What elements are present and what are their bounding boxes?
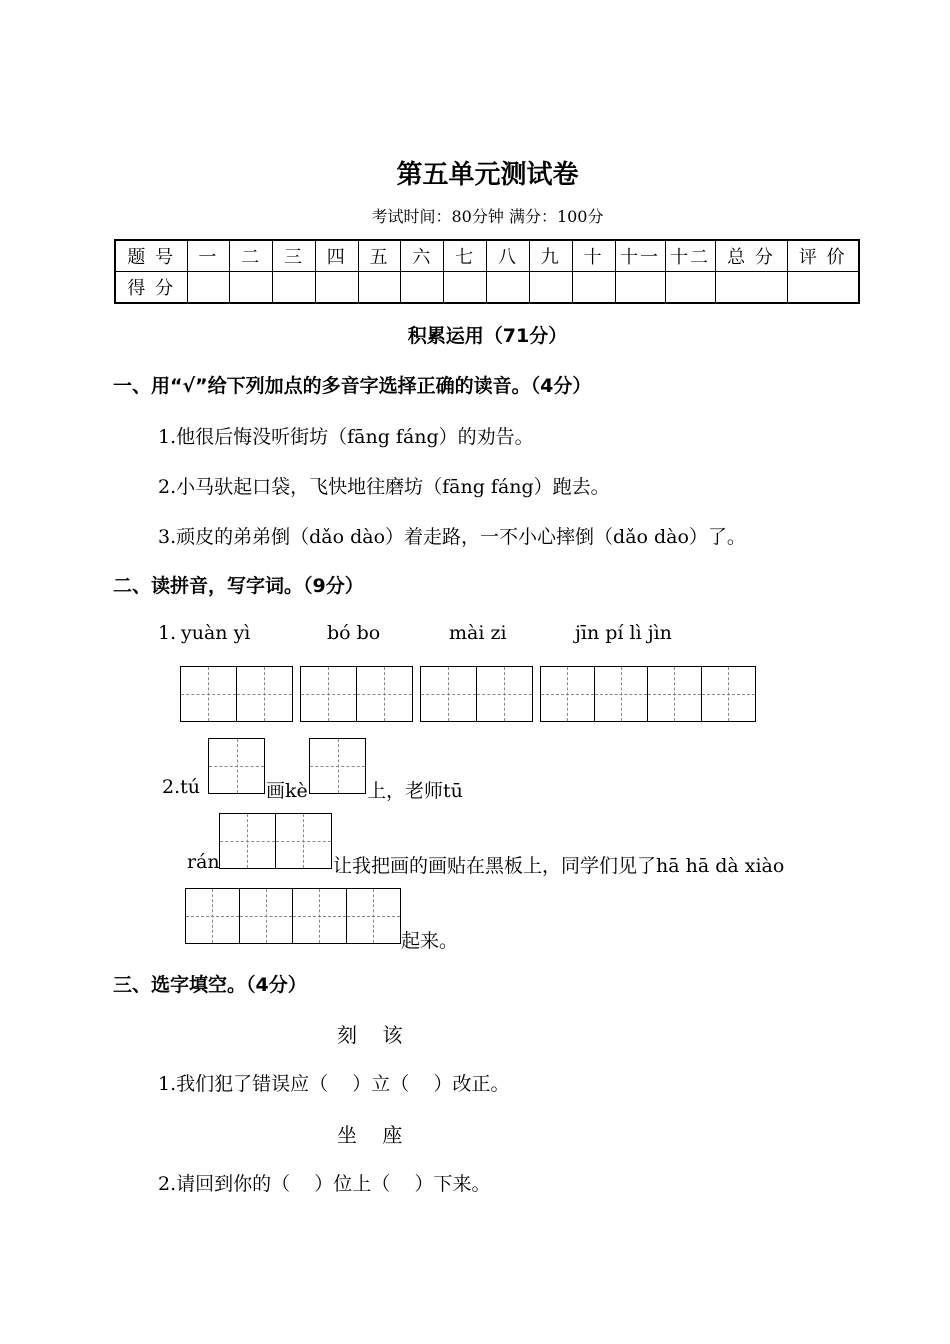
question-2-2-b: 画kè — [266, 780, 308, 802]
table-cell: 三 — [273, 240, 316, 272]
writing-grid[interactable] — [300, 666, 413, 722]
score-input-cell[interactable] — [315, 272, 358, 304]
table-cell: 七 — [444, 240, 487, 272]
section-3-title: 三、选字填空。（4分） — [113, 974, 307, 996]
question-2-2-e: 让我把画的画贴在黑板上，同学们见了hā hā dà xiào — [333, 855, 785, 877]
question-1-1: 1.他很后悔没听街坊（fāng fáng）的劝告。 — [158, 426, 534, 448]
score-table-header-row — [115, 240, 859, 272]
question-2-2-f: 起来。 — [401, 930, 459, 952]
pinyin-word: mài zi — [449, 622, 507, 644]
writing-grid[interactable] — [540, 666, 756, 722]
score-input-cell[interactable] — [444, 272, 487, 304]
pinyin-word: jīn pí lì jìn — [575, 622, 672, 644]
question-3-1: 1.我们犯了错误应（ ）立（ ）改正。 — [158, 1073, 510, 1095]
writing-grid[interactable] — [185, 888, 401, 944]
choice-options-2: 坐 座 — [337, 1123, 403, 1147]
score-input-cell[interactable] — [187, 272, 230, 304]
table-cell: 得 分 — [115, 272, 187, 304]
table-cell: 评 价 — [787, 240, 859, 272]
question-2-2-d: rán — [187, 851, 220, 873]
score-input-cell[interactable] — [358, 272, 401, 304]
score-input-cell[interactable] — [787, 272, 859, 304]
table-cell: 十二 — [665, 240, 715, 272]
table-cell: 十 — [572, 240, 615, 272]
table-cell: 六 — [401, 240, 444, 272]
table-cell: 总 分 — [715, 240, 787, 272]
writing-grid[interactable] — [309, 738, 366, 794]
question-3-2: 2.请回到你的（ ）位上（ ）下来。 — [158, 1173, 491, 1195]
table-cell: 九 — [529, 240, 572, 272]
exam-info: 考试时间：80分钟 满分：100分 — [371, 207, 604, 226]
section-1-title: 一、用“√”给下列加点的多音字选择正确的读音。（4分） — [113, 375, 592, 397]
score-table — [114, 239, 860, 304]
question-2-1-number: 1. — [158, 622, 177, 644]
score-input-cell[interactable] — [487, 272, 530, 304]
pinyin-word: bó bo — [327, 622, 381, 644]
score-input-cell[interactable] — [572, 272, 615, 304]
question-1-3: 3.顽皮的弟弟倒（dǎo dào）着走路，一不小心摔倒（dǎo dào）了。 — [158, 526, 746, 548]
score-input-cell[interactable] — [715, 272, 787, 304]
score-input-cell[interactable] — [401, 272, 444, 304]
question-2-2-c: 上，老师tū — [367, 780, 463, 802]
table-cell: 十一 — [615, 240, 665, 272]
table-cell: 一 — [187, 240, 230, 272]
writing-grid[interactable] — [180, 666, 293, 722]
writing-grid[interactable] — [219, 813, 332, 869]
part-title: 积累运用（71分） — [407, 325, 568, 347]
score-table-score-row — [115, 272, 859, 304]
table-cell: 二 — [230, 240, 273, 272]
pinyin-word: yuàn yì — [181, 622, 251, 644]
question-1-2: 2.小马驮起口袋，飞快地往磨坊（fāng fáng）跑去。 — [158, 476, 610, 498]
section-2-title: 二、读拼音，写字词。（9分） — [113, 575, 364, 597]
table-cell: 题 号 — [115, 240, 187, 272]
score-input-cell[interactable] — [615, 272, 665, 304]
score-input-cell[interactable] — [230, 272, 273, 304]
writing-grid[interactable] — [420, 666, 533, 722]
score-input-cell[interactable] — [665, 272, 715, 304]
table-cell: 八 — [487, 240, 530, 272]
page-title: 第五单元测试卷 — [396, 160, 579, 190]
writing-grid[interactable] — [208, 738, 265, 794]
table-cell: 四 — [315, 240, 358, 272]
score-input-cell[interactable] — [529, 272, 572, 304]
table-cell: 五 — [358, 240, 401, 272]
question-2-2-a: 2.tú — [162, 776, 200, 798]
choice-options-1: 刻 该 — [337, 1023, 403, 1047]
score-input-cell[interactable] — [273, 272, 316, 304]
